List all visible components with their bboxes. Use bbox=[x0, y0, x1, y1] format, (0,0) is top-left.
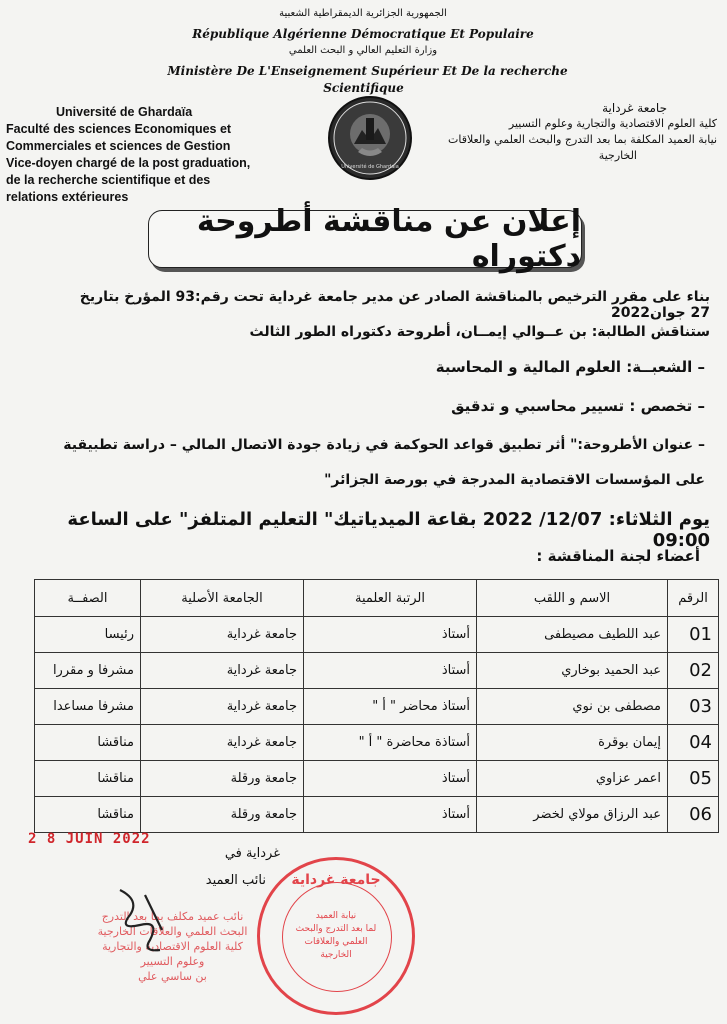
left-line: Commerciales et sciences de Gestion bbox=[6, 139, 231, 153]
cell-role: مشرفا و مقررا bbox=[35, 653, 141, 689]
ministry-french-line1: Ministère De L'Enseignement Supérieur Et De la recherche bbox=[167, 64, 568, 78]
committee-heading: أعضاء لجنة المناقشة : bbox=[536, 547, 700, 565]
signature bbox=[100, 880, 190, 960]
cell-number: 06 bbox=[668, 797, 719, 833]
cell-number: 01 bbox=[668, 617, 719, 653]
faculty-arabic-block bbox=[446, 100, 717, 164]
cell-role: مناقشا bbox=[35, 797, 141, 833]
left-line: relations extérieures bbox=[6, 190, 129, 204]
table-row bbox=[35, 761, 719, 797]
university-logo bbox=[328, 96, 412, 180]
stamp-line: وعلوم التسيير bbox=[140, 955, 205, 968]
stamp-line: كلية العلوم الاقتصادية والتجارية bbox=[102, 940, 243, 953]
seal-center-line: نيابة العميد bbox=[315, 911, 357, 921]
place-label: غرداية في bbox=[224, 846, 280, 861]
cell-name: مصطفى بن نوي bbox=[477, 689, 668, 725]
cell-rank: أستاذ محاضر " أ " bbox=[304, 689, 477, 725]
authorization-line: بناء على مقرر الترخيص بالمناقشة الصادر عن مدير جامعة غرداية تحت رقم:93 المؤرخ بتاريخ 27 جوان2022 bbox=[79, 289, 710, 321]
right-line: الخارجية bbox=[598, 149, 637, 162]
date-stamp: 2 8 JUIN 2022 bbox=[28, 831, 151, 847]
table-row bbox=[35, 689, 719, 725]
specialty-line: – تخصص : تسيير محاسبي و تدقيق bbox=[451, 397, 705, 415]
faculty-french-block bbox=[6, 104, 296, 206]
seal-top-text: جامعة غرداية bbox=[291, 872, 381, 888]
ministry-arabic: وزارة التعليم العالي و البحث العلمي bbox=[288, 45, 438, 56]
header-role: الصفــة bbox=[35, 580, 141, 617]
cell-rank: أستاذة محاضرة " أ " bbox=[304, 725, 477, 761]
header-university: الجامعة الأصلية bbox=[141, 580, 304, 617]
header-rank: الرتبة العلمية bbox=[304, 580, 477, 617]
cell-university: جامعة غرداية bbox=[141, 653, 304, 689]
student-line: ستناقش الطالبة: بن عــوالي إيمــان، أطروحة دكتوراه الطور الثالث bbox=[249, 324, 710, 340]
cell-university: جامعة غرداية bbox=[141, 725, 304, 761]
cell-rank: أستاذ bbox=[304, 797, 477, 833]
left-line: Faculté des sciences Economiques et bbox=[6, 122, 232, 136]
cell-name: اعمر عزاوي bbox=[477, 761, 668, 797]
cell-role: مناقشا bbox=[35, 761, 141, 797]
cell-name: عبد الحميد بوخاري bbox=[477, 653, 668, 689]
table-row bbox=[35, 617, 719, 653]
republic-arabic: الجمهورية الجزائرية الديمقراطية الشعبية bbox=[279, 8, 447, 19]
republic-french: République Algérienne Démocratique Et Populaire bbox=[192, 27, 534, 41]
seal-center bbox=[288, 910, 384, 962]
cell-number: 02 bbox=[668, 653, 719, 689]
header-number: الرقم bbox=[668, 580, 719, 617]
right-line: كلية العلوم الاقتصادية والتجارية وعلوم التسيير bbox=[508, 117, 717, 130]
cell-name: عبد الرزاق مولاي لخضر bbox=[477, 797, 668, 833]
signatory-title: نائب العميد bbox=[205, 873, 266, 888]
cell-rank: أستاذ bbox=[304, 617, 477, 653]
cell-rank: أستاذ bbox=[304, 761, 477, 797]
cell-role: مشرفا مساعدا bbox=[35, 689, 141, 725]
cell-number: 03 bbox=[668, 689, 719, 725]
left-line: Université de Ghardaïa bbox=[56, 105, 193, 119]
cell-role: مناقشا bbox=[35, 725, 141, 761]
cell-name: إيمان بوقرة bbox=[477, 725, 668, 761]
thesis-title-line1: – عنوان الأطروحة:" أثر تطبيق قواعد الحوكمة في زيادة جودة الاتصال المالي – دراسة تطبيقية bbox=[63, 437, 705, 453]
committee-table bbox=[34, 579, 719, 833]
cell-number: 04 bbox=[668, 725, 719, 761]
defense-date-line: يوم الثلاثاء: 12/07/ 2022 بقاعة الميدياتيك" التعليم المتلفز" على الساعة 09:00 bbox=[67, 509, 710, 551]
thesis-title-line2: على المؤسسات الاقتصادية المدرجة في بورصة الجزائر" bbox=[324, 472, 705, 488]
round-seal bbox=[257, 857, 415, 1015]
cell-rank: أستاذ bbox=[304, 653, 477, 689]
left-line: Vice-doyen chargé de la post graduation, bbox=[6, 156, 251, 170]
cell-university: جامعة ورقلة bbox=[141, 797, 304, 833]
right-line: جامعة غرداية bbox=[602, 101, 667, 115]
cell-role: رئيسا bbox=[35, 617, 141, 653]
left-line: de la recherche scientifique et des bbox=[6, 173, 211, 187]
table-row bbox=[35, 725, 719, 761]
announcement-title: إعلان عن مناقشة أطروحة دكتوراه bbox=[148, 210, 582, 268]
branch-line: – الشعبــة: العلوم المالية و المحاسبة bbox=[435, 358, 705, 376]
stamp-line: بن ساسي علي bbox=[138, 970, 207, 983]
seal-center-line: العلمي والعلاقات الخارجية bbox=[304, 937, 368, 960]
cell-university: جامعة غرداية bbox=[141, 617, 304, 653]
stamp-line: نائب عميد مكلف بما بعد التدرج bbox=[101, 910, 244, 923]
table-header-row bbox=[35, 580, 719, 617]
header-name: الاسم و اللقب bbox=[477, 580, 668, 617]
cell-name: عبد اللطيف مصيطفى bbox=[477, 617, 668, 653]
stamp-line: البحث العلمي والعلاقات الخارجية bbox=[97, 925, 248, 938]
cell-university: جامعة ورقلة bbox=[141, 761, 304, 797]
seal-center-line: لما بعد التدرج والبحث bbox=[295, 924, 377, 934]
logo-caption: Université de Ghardaïa bbox=[341, 164, 399, 170]
table-row bbox=[35, 797, 719, 833]
right-line: نيابة العميد المكلفة بما بعد التدرج والبحث العلمي والعلاقات bbox=[448, 133, 717, 146]
ministry-french-line2: Scientifique bbox=[323, 81, 404, 95]
table-row bbox=[35, 653, 719, 689]
cell-university: جامعة غرداية bbox=[141, 689, 304, 725]
cell-number: 05 bbox=[668, 761, 719, 797]
